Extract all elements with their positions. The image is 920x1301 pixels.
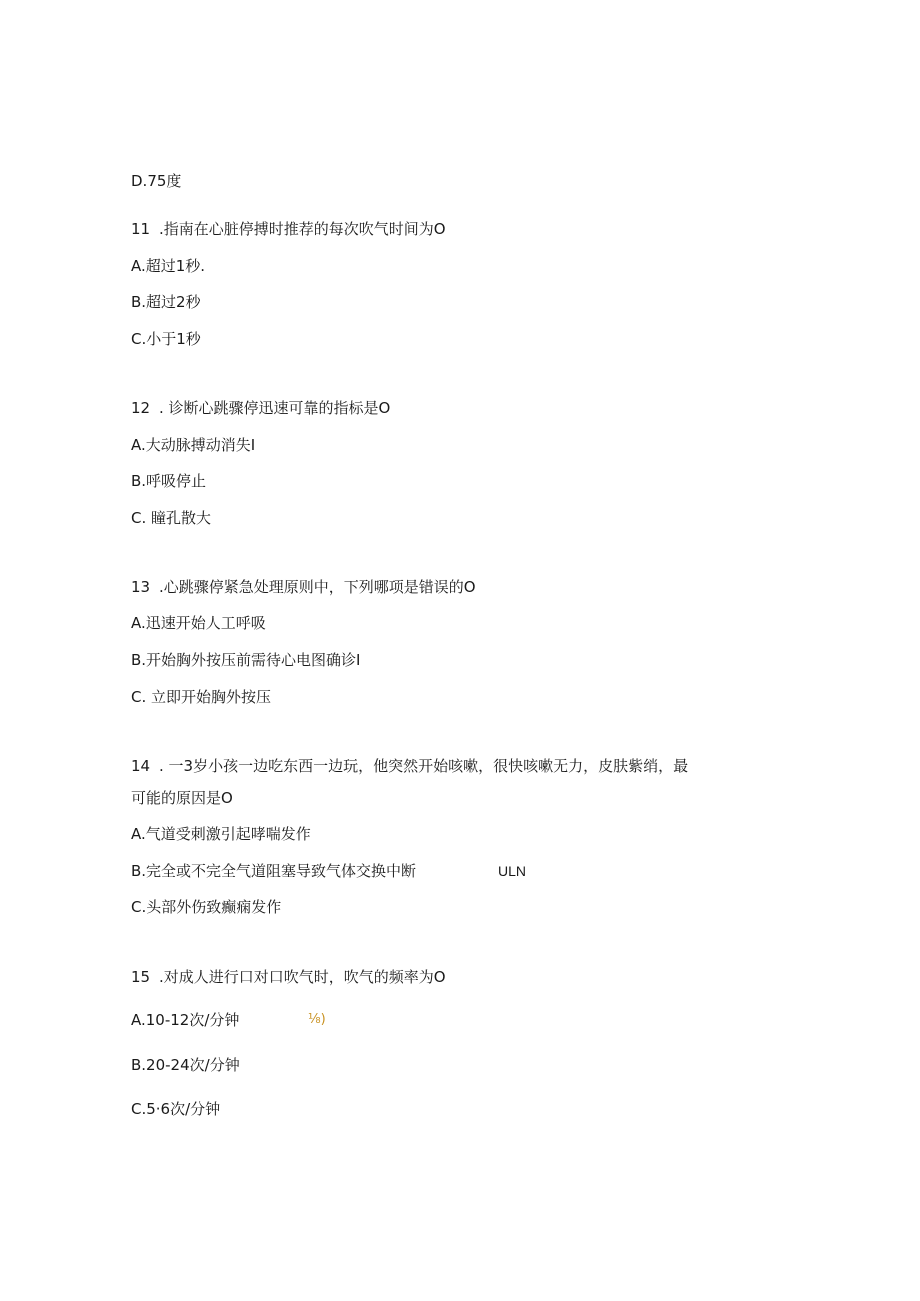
- q15-stem: [131, 968, 446, 986]
- q11-stem: [131, 220, 446, 238]
- q13-stem: [131, 578, 476, 596]
- q13-option-b: B.开始胸外按压前需待心电图确诊I: [131, 651, 361, 669]
- q15-stem-text: .对成人进行口对口吹气时，吹气的频率为O: [159, 968, 446, 986]
- q11-option-c: C.小于1秒: [131, 330, 201, 348]
- q14-stem-line2: 可能的原因是O: [131, 789, 233, 807]
- q13-stem-text: .心跳骤停紧急处理原则中，下列哪项是错误的O: [159, 578, 476, 596]
- q11-stem-text: .指南在心脏停搏时推荐的每次吹气时间为O: [159, 220, 446, 238]
- q14-number: 14: [131, 757, 151, 775]
- q13-option-a: A.迅速开始人工呼吸: [131, 614, 266, 632]
- q14-option-c: C.头部外伤致癫痫发作: [131, 898, 282, 916]
- q11-option-a: A.超过1秒.: [131, 257, 206, 275]
- q12-stem-text: . 诊断心跳骤停迅速可靠的指标是O: [159, 399, 391, 417]
- q14-option-a: A.气道受刺激引起哮喘发作: [131, 825, 311, 843]
- q11-option-b: B.超过2秒: [131, 293, 201, 311]
- q14-option-b: B.完全或不完全气道阻塞导致气体交换中断: [131, 862, 417, 880]
- q12-option-a: A.大动脉搏动消失I: [131, 436, 256, 454]
- q14-margin-mark: ULN: [498, 863, 527, 879]
- q15-number: 15: [131, 968, 151, 986]
- q13-option-c: C. 立即开始胸外按压: [131, 688, 272, 706]
- q15-margin-mark: ⅛): [308, 1012, 326, 1027]
- q12-stem: [131, 399, 390, 417]
- q12-number: 12: [131, 399, 151, 417]
- q12-option-c: C. 瞳孔散大: [131, 509, 212, 527]
- q14-stem-text-1: . 一3岁小孩一边吃东西一边玩，他突然开始咳嗽，很快咳嗽无力，皮肤紫绡，最: [159, 757, 689, 775]
- q10-option-d: D.75度: [131, 172, 182, 190]
- q15-option-c: C.5·6次/分钟: [131, 1100, 221, 1118]
- q13-number: 13: [131, 578, 151, 596]
- q15-option-a: A.10-12次/分钟: [131, 1011, 240, 1029]
- q12-option-b: B.呼吸停止: [131, 472, 207, 490]
- q14-stem-line1: [131, 757, 688, 775]
- q15-option-b: B.20-24次/分钟: [131, 1056, 240, 1074]
- q11-number: 11: [131, 220, 151, 238]
